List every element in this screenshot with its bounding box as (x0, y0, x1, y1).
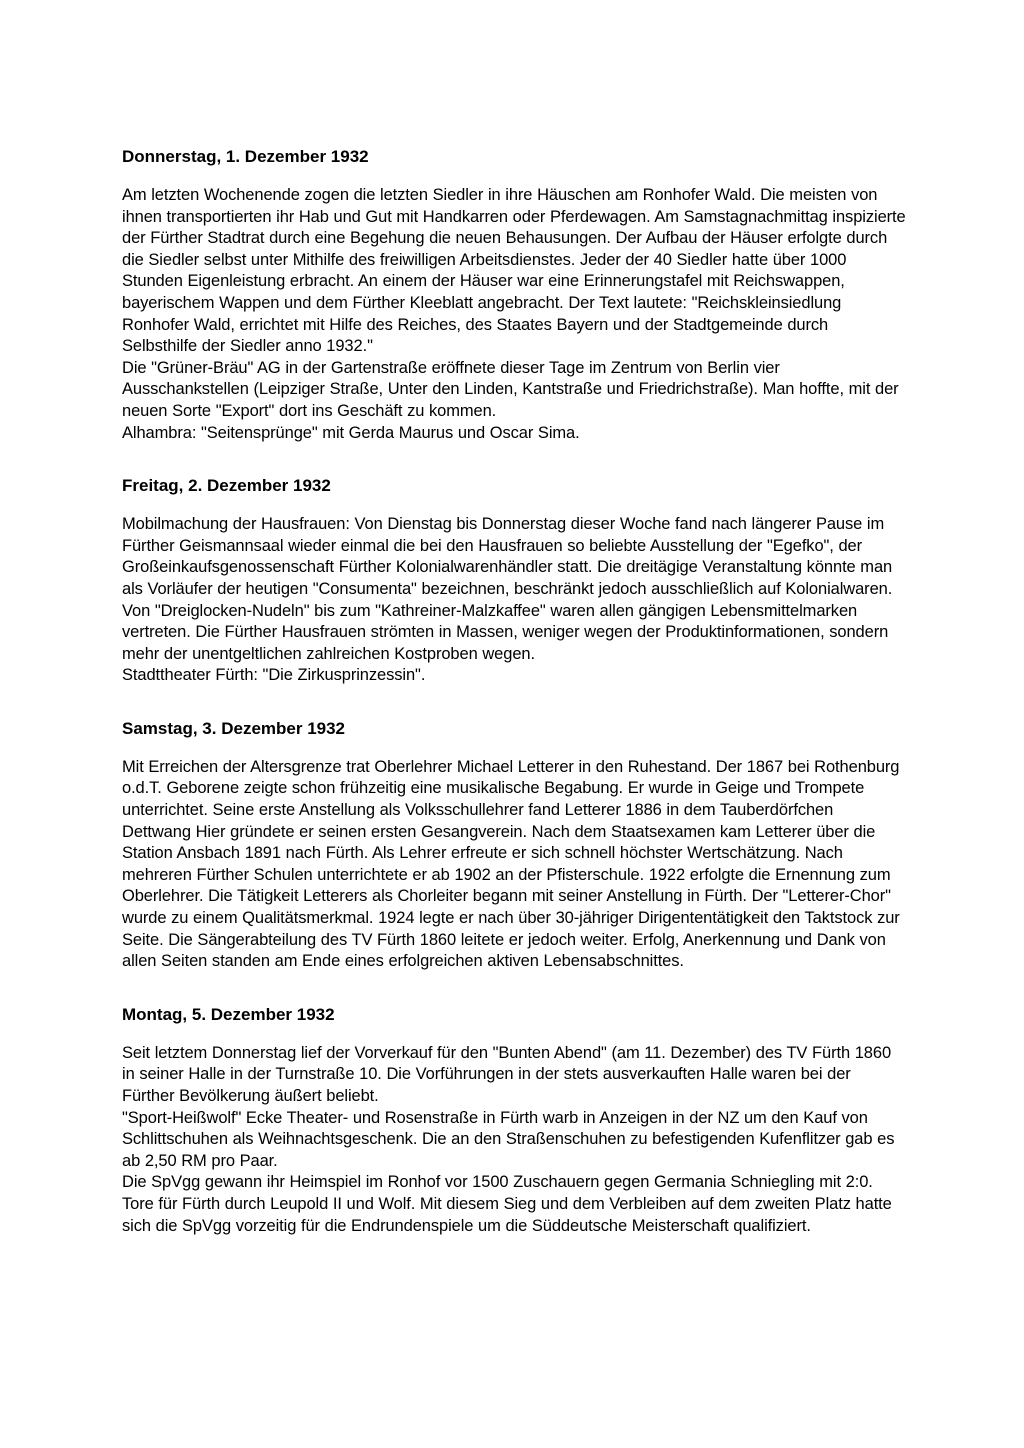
paragraph: Am letzten Wochenende zogen die letzten Siedler in ihre Häuschen am Ronhofer Wald. Die meisten von ihnen transportierten ihr Hab und Gut mit Handkarren oder Pferdewagen. Am Samstagnachmittag inspizierte der Fürther Stadtrat durch eine Begehung die neuen Behausungen. Der Aufbau der Häuser erfolgte durch die Siedler selbst unter Mithilfe des freiwilligen Arbeitsdienstes. Jeder der 40 Siedler hatte über 1000 Stunden Eigenleistung erbracht. An einem der Häuser war eine Erinnerungstafel mit Reichswappen, bayerischem Wappen und dem Fürther Kleeblatt angebracht. Der Text lautete: "Reichskleinsiedlung Ronhofer Wald, errichtet mit Hilfe des Reiches, des Staates Bayern und der Stadtgemeinde durch Selbsthilfe der Siedler anno 1932." (122, 186, 906, 356)
section-heading: Donnerstag, 1. Dezember 1932 (122, 147, 369, 166)
paragraph: Stadttheater Fürth: "Die Zirkusprinzessin". (122, 666, 426, 685)
paragraph: Die SpVgg gewann ihr Heimspiel im Ronhof vor 1500 Zuschauern gegen Germania Schniegling mit 2:0. Tore für Fürth durch Leupold II und Wolf. Mit diesem Sieg und dem Verbleiben auf dem zweiten Platz hatte sich die SpVgg vorzeitig für die Endrundenspiele um die Süddeutsche Meisterschaft qualifiziert. (122, 1173, 892, 1235)
section-heading: Freitag, 2. Dezember 1932 (122, 476, 331, 496)
paragraph: Alhambra: "Seitensprünge" mit Gerda Maurus und Oscar Sima. (122, 423, 580, 442)
section-montag-5-dezember-1932 (122, 1004, 906, 1237)
section-heading: Montag, 5. Dezember 1932 (122, 1004, 335, 1024)
section-samstag-3-dezember-1932 (122, 718, 906, 973)
paragraph: Mobilmachung der Hausfrauen: Von Dienstag bis Donnerstag dieser Woche fand nach längerer Pause im Fürther Geismannsaal wieder einmal die bei den Hausfrauen so beliebte Ausstellung der "Egefko", der Großeinkaufsgenossenschaft Fürther Kolonialwarenhändler statt. Die dreitägige Veranstaltung könnte man als Vorläufer der heutigen "Consumenta" bezeichnen, beschränkt jedoch ausschließlich auf Kolonialwaren. Von "Dreiglocken-Nudeln" bis zum "Kathreiner-Malzkaffee" waren allen gängigen Lebensmittelmarken vertreten. Die Fürther Hausfrauen strömten in Massen, weniger wegen der Produktinformationen, sondern mehr der unentgeltlichen zahlreichen Kostproben wegen. (122, 515, 893, 663)
section-donnerstag-1-dezember-1932 (122, 146, 906, 444)
paragraph: Seit letztem Donnerstag lief der Vorverkauf für den "Bunten Abend" (am 11. Dezember) des TV Fürth 1860 in seiner Halle in der Turnstraße 10. Die Vorführungen in der stets ausverkauften Halle waren bei der Fürther Bevölkerung äußert beliebt. (122, 1043, 892, 1105)
paragraph: Die "Grüner-Bräu" AG in der Gartenstraße eröffnete dieser Tage im Zentrum von Berlin vier Ausschankstellen (Leipziger Straße, Unter den Linden, Kantstraße und Friedrichstraße). Man hoffte, mit der neuen Sorte "Export" dort ins Geschäft zu kommen. (122, 358, 899, 420)
section-heading: Samstag, 3. Dezember 1932 (122, 718, 346, 738)
paragraph: Mit Erreichen der Altersgrenze trat Oberlehrer Michael Letterer in den Ruhestand. Der 1867 bei Rothenburg o.d.T. Geborene zeigte schon frühzeitig eine musikalische Begabung. Er wurde in Geige und Trompete unterrichtet. Seine erste Anstellung als Volksschullehrer fand Letterer 1886 in dem Tauberdörfchen Dettwang Hier gründete er seinen ersten Gesangverein. Nach dem Staatsexamen kam Letterer über die Station Ansbach 1891 nach Fürth. Als Lehrer erfreute er sich schnell höchster Wertschätzung. Nach mehreren Fürther Schulen unterrichtete er ab 1902 an der Pfisterschule. 1922 erfolgte die Ernennung zum Oberlehrer. Die Tätigkeit Letterers als Chorleiter begann mit seiner Anstellung in Fürth. Der "Letterer-Chor" wurde zu einem Qualitätsmerkmal. 1924 legte er nach über 30-jähriger Dirigententätigkeit den Taktstock zur Seite. Die Sängerabteilung des TV Fürth 1860 leitete er jedoch weiter. Erfolg, Anerkennung und Dank von allen Seiten standen am Ende eines erfolgreichen aktiven Lebensabschnittes. (122, 757, 900, 971)
paragraph: "Sport-Heißwolf" Ecke Theater- und Rosenstraße in Fürth warb in Anzeigen in der NZ um den Kauf von Schlittschuhen als Weihnachtsgeschenk. Die an den Straßenschuhen zu befestigenden Kufenflitzer gab es ab 2,50 RM pro Paar. (122, 1108, 895, 1170)
section-freitag-2-dezember-1932 (122, 475, 906, 687)
